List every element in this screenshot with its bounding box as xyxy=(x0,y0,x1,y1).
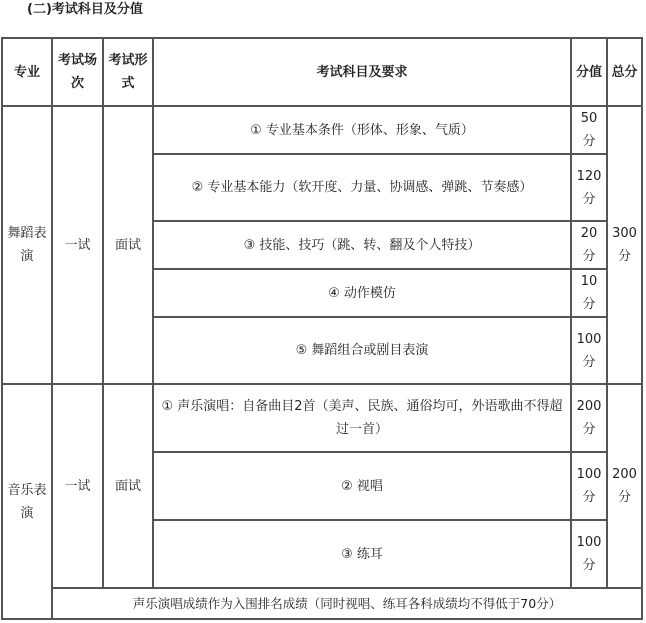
subject-score: 20分 xyxy=(571,221,607,269)
total-score: 300分 xyxy=(607,106,642,384)
exam-format: 面试 xyxy=(103,384,153,588)
total-score: 200分 xyxy=(607,384,642,588)
subject-requirement: ① 声乐演唱：自备曲目2首（美声、民族、通俗均可，外语歌曲不得超过一首） xyxy=(153,384,571,452)
table-row xyxy=(2,384,642,452)
subject-score: 100分 xyxy=(571,520,607,588)
major-name: 舞蹈表演 xyxy=(2,106,52,384)
subject-score: 120分 xyxy=(571,154,607,221)
subject-score: 100分 xyxy=(571,317,607,384)
subject-score: 200分 xyxy=(571,384,607,452)
exam-subjects-table xyxy=(1,37,643,620)
subject-requirement: ② 视唱 xyxy=(153,452,571,520)
header-subjects: 考试科目及要求 xyxy=(153,38,571,106)
header-total: 总分 xyxy=(607,38,642,106)
table-row xyxy=(2,106,642,154)
exam-format: 面试 xyxy=(103,106,153,384)
exam-session: 一试 xyxy=(52,384,103,588)
subject-requirement: ① 专业基本条件（形体、形象、气质） xyxy=(153,106,571,154)
table-row xyxy=(2,588,642,619)
header-session: 考试场次 xyxy=(52,38,103,106)
section-title: (二)考试科目及分值 xyxy=(27,2,143,17)
ranking-note: 声乐演唱成绩作为入围排名成绩（同时视唱、练耳各科成绩均不得低于70分） xyxy=(52,588,642,619)
subject-requirement: ④ 动作模仿 xyxy=(153,269,571,317)
header-major: 专业 xyxy=(2,38,52,106)
subject-score: 10分 xyxy=(571,269,607,317)
subject-requirement: ③ 练耳 xyxy=(153,520,571,588)
subject-score: 50分 xyxy=(571,106,607,154)
subject-requirement: ⑤ 舞蹈组合或剧目表演 xyxy=(153,317,571,384)
subject-requirement: ③ 技能、技巧（跳、转、翻及个人特技） xyxy=(153,221,571,269)
exam-session: 一试 xyxy=(52,106,103,384)
major-name: 音乐表演 xyxy=(2,384,52,619)
subject-requirement: ② 专业基本能力（软开度、力量、协调感、弹跳、节奏感） xyxy=(153,154,571,221)
header-score: 分值 xyxy=(571,38,607,106)
subject-score: 100分 xyxy=(571,452,607,520)
table-header-row xyxy=(2,38,642,106)
header-format: 考试形式 xyxy=(103,38,153,106)
